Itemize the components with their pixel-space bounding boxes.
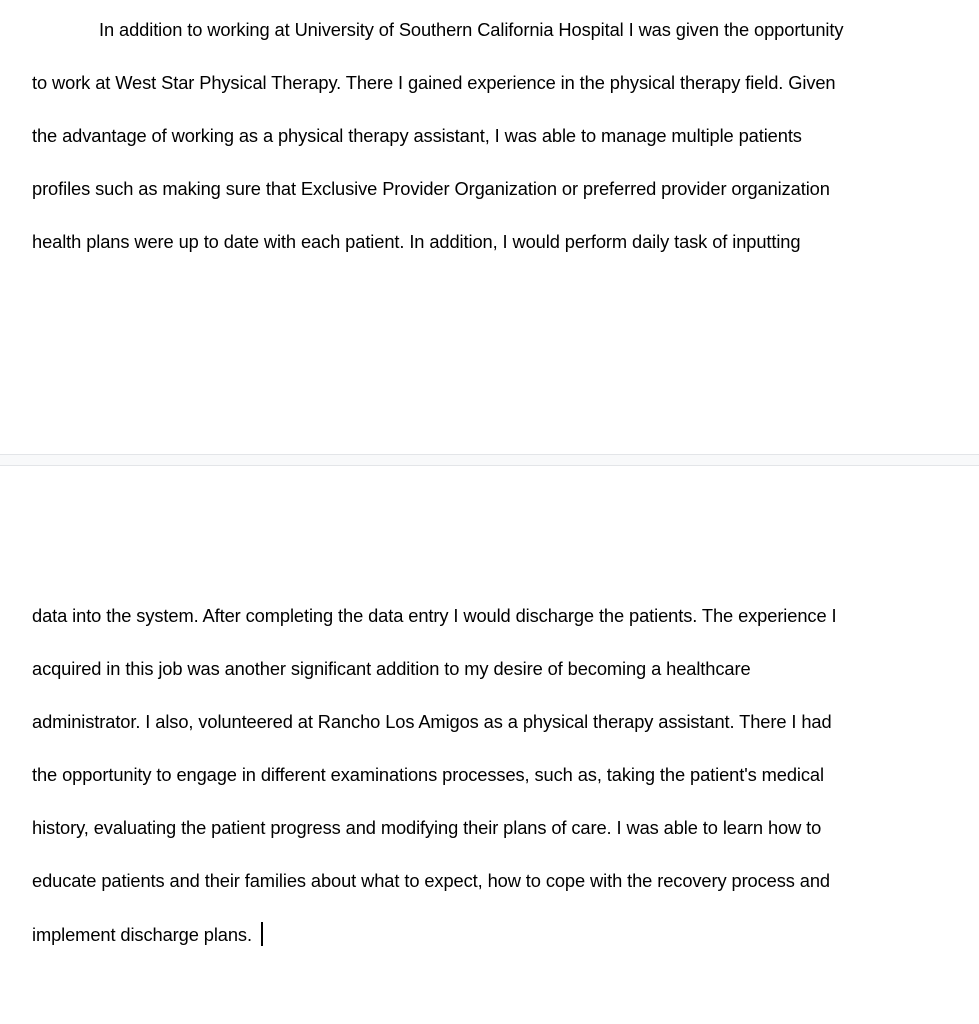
document-page-1[interactable] xyxy=(0,0,979,454)
text-line[interactable]: acquired in this job was another significant addition to my desire of becoming a healthcare xyxy=(32,658,751,679)
text-line[interactable]: profiles such as making sure that Exclusive Provider Organization or preferred provider organization xyxy=(32,178,830,199)
text-line-last[interactable] xyxy=(32,922,263,947)
text-line[interactable]: administrator. I also, volunteered at Rancho Los Amigos as a physical therapy assistant. There I had xyxy=(32,711,832,732)
page-break xyxy=(0,454,979,466)
text-line[interactable]: history, evaluating the patient progress and modifying their plans of care. I was able to learn how to xyxy=(32,817,822,838)
text-line[interactable]: the opportunity to engage in different examinations processes, such as, taking the patient's medical xyxy=(32,764,824,785)
text-line[interactable]: to work at West Star Physical Therapy. There I gained experience in the physical therapy field. Given xyxy=(32,72,836,93)
document-page-2[interactable] xyxy=(0,466,979,1024)
text-line[interactable]: the advantage of working as a physical therapy assistant, I was able to manage multiple patients xyxy=(32,125,802,146)
text-line[interactable]: health plans were up to date with each patient. In addition, I would perform daily task of inputting xyxy=(32,231,801,252)
text-line-content: implement discharge plans. xyxy=(32,924,252,945)
text-line[interactable]: educate patients and their families about what to expect, how to cope with the recovery process and xyxy=(32,870,830,891)
text-cursor xyxy=(261,922,263,946)
text-line[interactable]: data into the system. After completing the data entry I would discharge the patients. The experience I xyxy=(32,605,837,626)
text-line[interactable]: In addition to working at University of Southern California Hospital I was given the opportunity xyxy=(99,19,844,40)
